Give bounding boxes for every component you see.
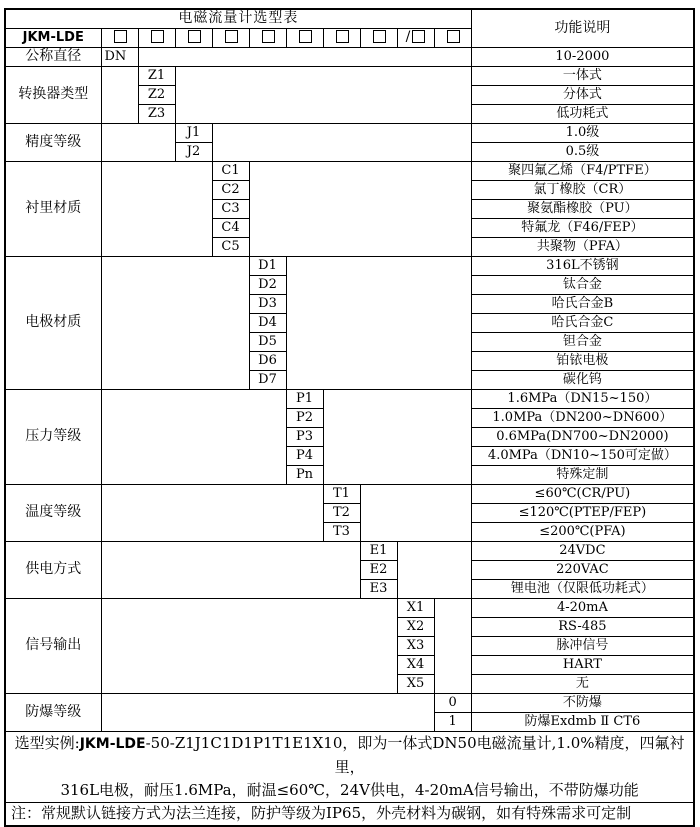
- checkbox-icon: [225, 30, 238, 43]
- category-label: 温度等级: [5, 484, 101, 541]
- desc-cell: 1.6MPa（DN15~150）: [471, 389, 694, 408]
- selection-example: [5, 731, 694, 802]
- category-label: 防爆等级: [5, 693, 101, 731]
- table-title: 电磁流量计选型表: [5, 9, 471, 28]
- desc-cell: 1.0MPa（DN200~DN600）: [471, 408, 694, 427]
- example-prefix: 选型实例:: [14, 733, 80, 752]
- left-filler: [101, 541, 360, 598]
- code-box-cell: [397, 28, 434, 47]
- checkbox-icon: [412, 30, 425, 43]
- code-cell: T2: [323, 503, 360, 522]
- code-box-cell: [101, 28, 138, 47]
- right-filler: [249, 161, 471, 256]
- category-label: 信号输出: [5, 598, 101, 693]
- code-cell: P1: [286, 389, 323, 408]
- desc-cell: HART: [471, 655, 694, 674]
- example-rest: -50-Z1J1C1D1P1T1E1X10，即为一体式DN50电磁流量计,1.0%精度，四氟衬里，: [145, 733, 685, 776]
- desc-cell: 0.6MPa(DN700~DN2000): [471, 427, 694, 446]
- example-line-2: 316L电极，耐压1.6MPa，耐温≤60℃，24V供电，4-20mA信号输出，不带防爆功能: [60, 780, 639, 799]
- desc-cell: 220VAC: [471, 560, 694, 579]
- desc-cell: 4-20mA: [471, 598, 694, 617]
- code-cell: Z1: [138, 66, 175, 85]
- desc-cell: 防爆Exdmb Ⅱ CT6: [471, 712, 694, 731]
- right-filler: [286, 256, 471, 389]
- code-cell: D1: [249, 256, 286, 275]
- code-cell: D4: [249, 313, 286, 332]
- code-cell: X2: [397, 617, 434, 636]
- desc-cell: ≤120℃(PTEP/FEP): [471, 503, 694, 522]
- code-cell: E3: [360, 579, 397, 598]
- table-row: [5, 693, 694, 712]
- code-cell: C4: [212, 218, 249, 237]
- footnote: 注：常规默认链接方式为法兰连接，防护等级为IP65，外壳材料为碳钢，如有特殊需求可定制: [5, 802, 694, 826]
- category-label: 公称直径: [5, 47, 101, 66]
- right-filler: [212, 123, 471, 161]
- left-filler: [101, 161, 212, 256]
- code-cell: D6: [249, 351, 286, 370]
- code-cell: C2: [212, 180, 249, 199]
- code-cell: DN: [101, 47, 138, 66]
- table-row: [5, 484, 694, 503]
- category-label: 精度等级: [5, 123, 101, 161]
- code-cell: C1: [212, 161, 249, 180]
- table-row: [5, 389, 694, 408]
- code-cell: D2: [249, 275, 286, 294]
- checkbox-icon: [447, 30, 460, 43]
- code-cell: P4: [286, 446, 323, 465]
- checkbox-icon: [114, 30, 127, 43]
- desc-cell: 聚氨酯橡胶（PU）: [471, 199, 694, 218]
- desc-cell: 碳化钨: [471, 370, 694, 389]
- desc-cell: 钛合金: [471, 275, 694, 294]
- dn-row: [5, 47, 694, 66]
- desc-cell: 0.5级: [471, 142, 694, 161]
- code-box-cell: [175, 28, 212, 47]
- example-model-code: JKM-LDE: [79, 735, 146, 752]
- code-cell: E2: [360, 560, 397, 579]
- desc-cell: 1.0级: [471, 123, 694, 142]
- desc-cell: 特氟龙（F46/FEP）: [471, 218, 694, 237]
- desc-cell: 低功耗式: [471, 104, 694, 123]
- right-filler: [138, 47, 471, 66]
- category-label: 电极材质: [5, 256, 101, 389]
- checkbox-icon: [188, 30, 201, 43]
- code-cell: Pn: [286, 465, 323, 484]
- table-row: [5, 598, 694, 617]
- right-filler: [397, 541, 471, 598]
- desc-cell: 哈氏合金B: [471, 294, 694, 313]
- code-cell: D7: [249, 370, 286, 389]
- desc-cell: 316L不锈钢: [471, 256, 694, 275]
- desc-cell: 哈氏合金C: [471, 313, 694, 332]
- code-cell: P3: [286, 427, 323, 446]
- desc-cell: 24VDC: [471, 541, 694, 560]
- category-label: 供电方式: [5, 541, 101, 598]
- checkbox-icon: [336, 30, 349, 43]
- code-cell: X3: [397, 636, 434, 655]
- code-cell: T3: [323, 522, 360, 541]
- code-cell: T1: [323, 484, 360, 503]
- desc-cell: 一体式: [471, 66, 694, 85]
- desc-cell: 铂铱电极: [471, 351, 694, 370]
- category-label: 衬里材质: [5, 161, 101, 256]
- desc-cell: ≤200℃(PFA): [471, 522, 694, 541]
- code-cell: E1: [360, 541, 397, 560]
- checkbox-icon: [262, 30, 275, 43]
- code-cell: C3: [212, 199, 249, 218]
- code-cell: J2: [175, 142, 212, 161]
- right-filler: [175, 66, 471, 123]
- desc-cell: 10-2000: [471, 47, 694, 66]
- code-cell: 1: [434, 712, 471, 731]
- table-row: [5, 541, 694, 560]
- desc-cell: 4.0MPa（DN10~150可定做）: [471, 446, 694, 465]
- left-filler: [101, 389, 286, 484]
- code-separator: /: [405, 28, 411, 45]
- desc-cell: 特殊定制: [471, 465, 694, 484]
- table-row: [5, 123, 694, 142]
- desc-cell: 共聚物（PFA）: [471, 237, 694, 256]
- code-box-cell: [286, 28, 323, 47]
- code-cell: D3: [249, 294, 286, 313]
- desc-cell: 钽合金: [471, 332, 694, 351]
- code-box-cell: [138, 28, 175, 47]
- code-box-cell: [360, 28, 397, 47]
- code-box-cell: [212, 28, 249, 47]
- code-cell: C5: [212, 237, 249, 256]
- desc-cell: 锂电池（仅限低功耗式）: [471, 579, 694, 598]
- code-box-cell: [323, 28, 360, 47]
- code-cell: J1: [175, 123, 212, 142]
- table-row: [5, 256, 694, 275]
- desc-cell: 氯丁橡胶（CR）: [471, 180, 694, 199]
- code-cell: D5: [249, 332, 286, 351]
- desc-cell: 分体式: [471, 85, 694, 104]
- left-filler: [101, 66, 138, 123]
- code-cell: 0: [434, 693, 471, 712]
- code-cell: Z2: [138, 85, 175, 104]
- code-box-cell: [249, 28, 286, 47]
- desc-cell: RS-485: [471, 617, 694, 636]
- left-filler: [101, 256, 249, 389]
- desc-cell: 脉冲信号: [471, 636, 694, 655]
- category-label: 压力等级: [5, 389, 101, 484]
- desc-cell: ≤60℃(CR/PU): [471, 484, 694, 503]
- function-column-header: 功能说明: [471, 9, 694, 47]
- right-filler: [360, 484, 471, 541]
- right-filler: [323, 389, 471, 484]
- category-label: 转换器类型: [5, 66, 101, 123]
- right-filler: [434, 598, 471, 693]
- desc-cell: 无: [471, 674, 694, 693]
- left-filler: [101, 598, 397, 693]
- checkbox-icon: [299, 30, 312, 43]
- model-prefix-cell: JKM-LDE: [5, 28, 101, 47]
- example-line-1: [6, 732, 693, 779]
- desc-cell: 不防爆: [471, 693, 694, 712]
- code-cell: P2: [286, 408, 323, 427]
- code-cell: X5: [397, 674, 434, 693]
- checkbox-icon: [151, 30, 164, 43]
- desc-cell: 聚四氟乙烯（F4/PTFE）: [471, 161, 694, 180]
- checkbox-icon: [373, 30, 386, 43]
- code-cell: Z3: [138, 104, 175, 123]
- selection-table: [4, 8, 695, 827]
- left-filler: [101, 693, 434, 731]
- left-filler: [101, 484, 323, 541]
- left-filler: [101, 123, 175, 161]
- table-row: [5, 161, 694, 180]
- code-cell: X4: [397, 655, 434, 674]
- code-box-cell: [434, 28, 471, 47]
- code-cell: X1: [397, 598, 434, 617]
- table-row: [5, 66, 694, 85]
